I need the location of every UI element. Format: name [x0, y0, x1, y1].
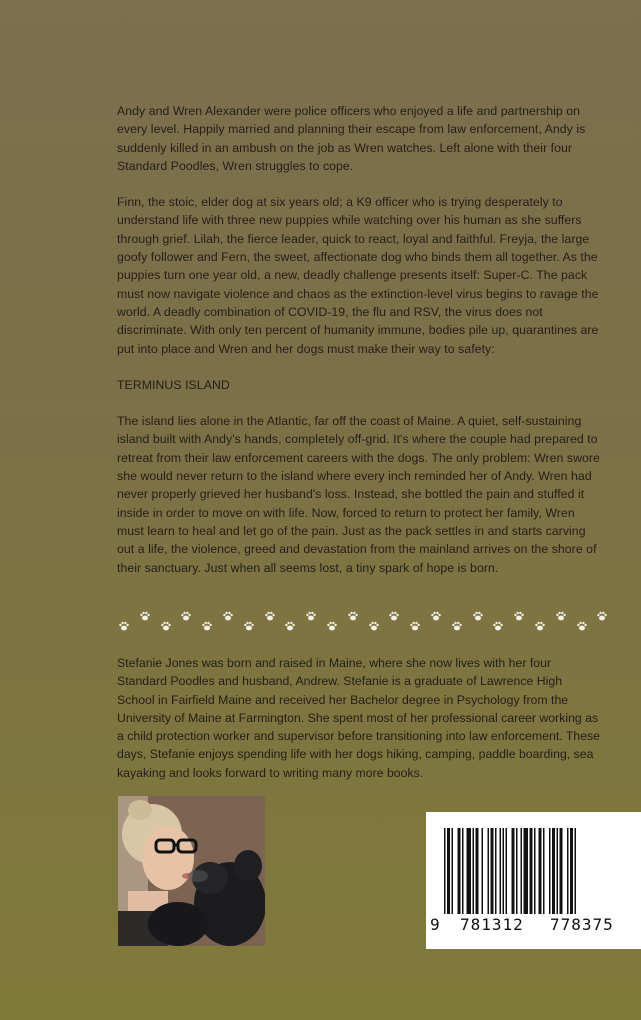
paw-print-icon [284, 620, 296, 632]
paw-print-icon [222, 610, 234, 622]
paw-print-icon [555, 610, 567, 622]
barcode-bar [534, 828, 536, 914]
barcode-bar [495, 828, 497, 914]
barcode-bar [447, 828, 450, 914]
paw-print-icon [180, 610, 192, 622]
barcode-bar [524, 828, 529, 914]
barcode-bar [444, 828, 446, 914]
barcode-lead-digit: 9 [430, 915, 441, 934]
barcode-bar [570, 828, 573, 914]
paw-print-icon [596, 610, 608, 622]
paw-print-icon [430, 610, 442, 622]
paw-print-icon [576, 620, 588, 632]
barcode-bar [476, 828, 479, 914]
paw-print-icon [347, 610, 359, 622]
barcode-bar [512, 828, 515, 914]
paw-print-icon [492, 620, 504, 632]
paw-print-icon [534, 620, 546, 632]
paw-print-icon [409, 620, 421, 632]
barcode-bar [506, 828, 508, 914]
paw-print-icon [118, 620, 130, 632]
barcode-bar [560, 828, 563, 914]
barcode-left-digits: 781312 [460, 915, 524, 934]
author-bio-text: Stefanie Jones was born and raised in Maine, where she now lives with her four Standard Poodles and husband, Andrew. Stefanie is a graduate of Lawrence High School in Fairfield Maine and received her Bachelor degree in Psychology from the University of Maine at Farmington. She spent most of her professional career working as a child protection worker and supervisor before transitioning into law enforcement. These days, Stefanie enjoys spending life with her dogs hiking, camping, paddle boarding, sea kayaking and looks forward to writing many more books. [117, 656, 601, 780]
barcode-bar [452, 828, 454, 914]
barcode-bar [516, 828, 518, 914]
barcode-bar [552, 828, 555, 914]
author-bio [117, 654, 602, 782]
barcode-bar [491, 828, 494, 914]
paw-print-icon [264, 610, 276, 622]
paw-print-icon [451, 620, 463, 632]
barcode-bar [530, 828, 533, 914]
author-photo [118, 796, 265, 946]
isbn-barcode [426, 812, 641, 949]
paw-print-divider [112, 606, 617, 634]
author-photo-illustration [118, 796, 265, 946]
barcode-bar [539, 828, 542, 914]
paw-print-icon [243, 620, 255, 632]
barcode-bar [462, 828, 464, 914]
barcode-bar [557, 828, 559, 914]
barcode-bars [444, 828, 624, 914]
barcode-bar [467, 828, 472, 914]
paw-print-icon [139, 610, 151, 622]
paw-print-icon [201, 620, 213, 632]
barcode-bar [567, 828, 569, 914]
blurb-paragraph-3: The island lies alone in the Atlantic, far off the coast of Maine. A quiet, self-sustaining island built with Andy's hands, completely off-grid. It's where the couple had prepared to retreat from their law enforcement careers with the dogs. The only problem: Wren swore she would never return to the island where every inch reminded her of Andy. Wren had never properly grieved her husband's loss. Instead, she bottled the pain and stuffed it inside in order to move on with life. Now, forced to return to protect her family, Wren must learn to heal and let go of the pain. Just as the pack settles in and starts carving out a life, the violence, greed and devastation from the mainland arrives on the shore of their sanctuary. Just when all seems lost, a tiny spark of hope is born. [117, 414, 600, 575]
barcode-bar [575, 828, 577, 914]
paw-print-icon [160, 620, 172, 632]
paw-print-icon [305, 610, 317, 622]
barcode-right-digits: 778375 [550, 915, 614, 934]
barcode-bar [482, 828, 484, 914]
paw-print-icon [472, 610, 484, 622]
book-blurb [117, 102, 602, 595]
paw-print-icon [326, 620, 338, 632]
barcode-bar [458, 828, 461, 914]
barcode-bar [488, 828, 490, 914]
barcode-bar [543, 828, 545, 914]
paw-print-icon [388, 610, 400, 622]
blurb-paragraph-2: Finn, the stoic, elder dog at six years old; a K9 officer who is trying desperately to understand life with three new puppies while watching over his human as she suffers through grief. Lilah, the fierce leader, quick to react, loyal and faithful. Freyja, the large goofy follower and Fern, the sweet, affectionate dog who binds them all together. As the puppies turn one year old, a new, deadly challenge presents itself: Super-C. The pack must now navigate violence and chaos as the extinction-level virus begins to ravage the world. A deadly combination of COVID-19, the flu and RSV, the virus does not discriminate. With only ten percent of humanity immune, bodies pile up, quarantines are put into place and Wren and her dogs must make their way to safety: [117, 195, 599, 356]
barcode-bar [503, 828, 505, 914]
paw-print-icon [368, 620, 380, 632]
blurb-paragraph-1: Andy and Wren Alexander were police officers who enjoyed a life and partnership on every level. Happily married and planning their escape from law enforcement, Andy is suddenly killed in an ambush on the job as Wren watches. Left alone with their four Standard Poodles, Wren struggles to cope. [117, 104, 586, 173]
paw-print-icon [513, 610, 525, 622]
barcode-bar [549, 828, 551, 914]
barcode-bar [521, 828, 523, 914]
barcode-bar [500, 828, 502, 914]
blurb-heading: TERMINUS ISLAND [117, 377, 230, 392]
barcode-bar [473, 828, 475, 914]
